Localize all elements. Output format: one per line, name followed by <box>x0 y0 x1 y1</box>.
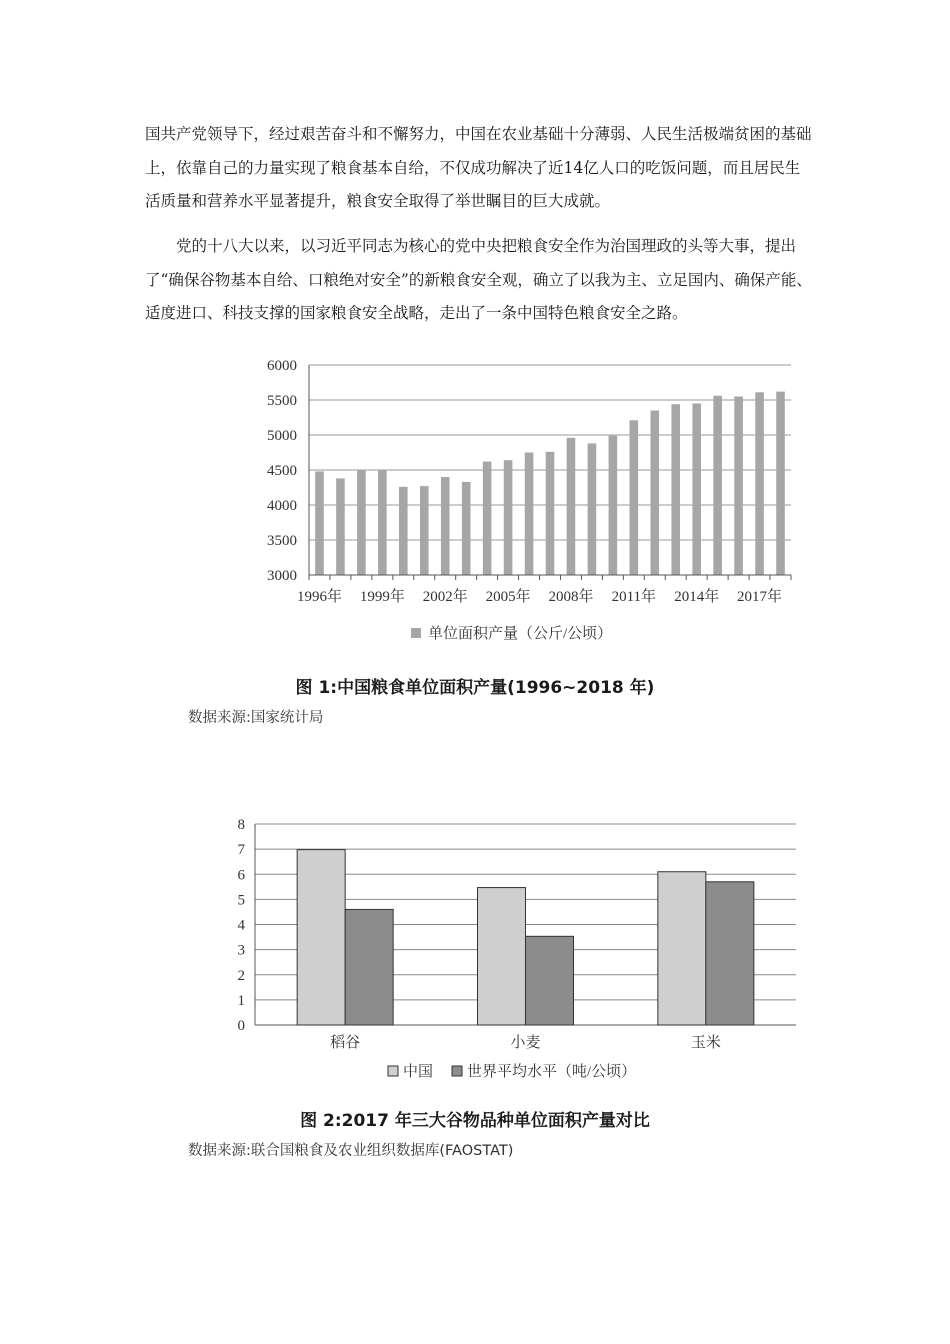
y-tick-label: 5000 <box>267 428 297 444</box>
bar <box>755 392 764 575</box>
y-tick-label: 7 <box>237 842 245 859</box>
bar <box>399 487 408 575</box>
bar <box>378 470 387 575</box>
bar <box>734 397 743 576</box>
bar <box>692 404 701 576</box>
bar <box>546 452 555 575</box>
y-tick-label: 4000 <box>267 498 297 514</box>
figure-2-caption: 图 2:2017 年三大谷物品种单位面积产量对比 <box>300 1111 650 1131</box>
bar <box>776 392 785 575</box>
x-tick-label: 2014年 <box>674 589 720 605</box>
y-tick-label: 3500 <box>267 533 297 549</box>
paragraph-2: 党的十八大以来，以习近平同志为核心的党中央把粮食安全作为治国理政的头等大事，提出了“确保谷物基本自给、口粮绝对安全”的新粮食安全观，确立了以我为主、立足国内、确保产能、适度进口、科技支撑的国家粮食安全战略，走出了一条中国特色粮食安全之路。 <box>145 237 812 322</box>
bar <box>713 396 722 575</box>
x-tick-label: 2002年 <box>422 589 468 605</box>
x-tick-label: 2008年 <box>548 589 594 605</box>
x-tick-label: 2005年 <box>485 589 531 605</box>
bar <box>671 404 680 575</box>
bar <box>315 471 324 575</box>
x-tick-label: 小麦 <box>510 1035 541 1051</box>
bar <box>567 438 576 575</box>
figure-1-source: 数据来源:国家统计局 <box>188 710 324 726</box>
bar <box>462 482 471 575</box>
legend-swatch <box>388 1066 398 1076</box>
figure-1-caption: 图 1:中国粮食单位面积产量(1996~2018 年) <box>295 678 655 698</box>
x-tick-label: 稻谷 <box>330 1035 361 1051</box>
y-tick-label: 4 <box>237 917 245 934</box>
chart-grain-yield <box>0 345 950 675</box>
legend-label: 中国 <box>403 1064 434 1080</box>
bar <box>588 443 597 575</box>
chart-cereal-comparison <box>0 808 950 1098</box>
y-tick-label: 0 <box>237 1018 245 1034</box>
bar <box>650 411 659 576</box>
x-tick-label: 2011年 <box>611 589 657 605</box>
bar <box>706 882 754 1025</box>
bar <box>658 872 706 1025</box>
x-tick-label: 玉米 <box>690 1035 721 1051</box>
bar <box>526 936 574 1025</box>
legend-label: 单位面积产量（公斤/公顷） <box>428 626 613 642</box>
bar <box>345 909 393 1025</box>
bar <box>441 477 450 575</box>
legend-swatch <box>411 628 421 638</box>
y-tick-label: 6000 <box>267 358 297 374</box>
bar <box>420 486 429 575</box>
y-tick-label: 5500 <box>267 393 297 409</box>
x-tick-label: 2017年 <box>737 589 783 605</box>
x-tick-label: 1996年 <box>296 589 342 605</box>
bar <box>336 478 345 575</box>
x-tick-label: 1999年 <box>359 589 405 605</box>
legend-label: 世界平均水平（吨/公顷） <box>467 1064 637 1080</box>
paragraph-1: 国共产党领导下，经过艰苦奋斗和不懈努力，中国在农业基础十分薄弱、人民生活极端贫困的基础上，依靠自己的力量实现了粮食基本自给，不仅成功解决了近14亿人口的吃饭问题，而且居民生活质量和营养水平显著提升，粮食安全取得了举世瞩目的巨大成就。 <box>145 125 812 210</box>
y-tick-label: 3 <box>237 942 245 959</box>
y-tick-label: 4500 <box>267 463 297 479</box>
y-tick-label: 6 <box>237 867 245 884</box>
y-tick-label: 1 <box>237 992 245 1009</box>
bar <box>609 436 618 575</box>
bar <box>630 420 639 575</box>
y-tick-label: 8 <box>237 817 245 833</box>
bar <box>357 470 366 575</box>
y-tick-label: 3000 <box>267 568 297 584</box>
bar <box>478 888 526 1025</box>
bar <box>504 460 513 575</box>
bar <box>297 850 345 1025</box>
figure-2-source: 数据来源:联合国粮食及农业组织数据库(FAOSTAT) <box>188 1143 514 1159</box>
legend-swatch <box>452 1066 462 1076</box>
y-tick-label: 2 <box>237 967 245 984</box>
bar <box>525 453 534 576</box>
bar <box>483 462 492 575</box>
y-tick-label: 5 <box>237 892 245 909</box>
